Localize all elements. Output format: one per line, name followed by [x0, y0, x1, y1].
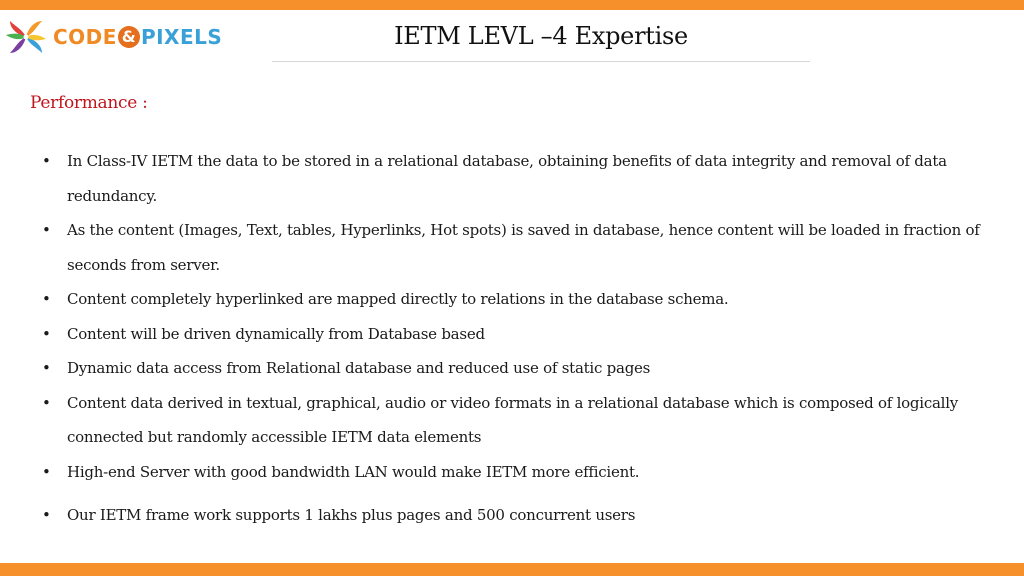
company-logo — [4, 15, 223, 59]
bullet-list — [40, 144, 1000, 533]
logo-ampersand: & — [118, 26, 140, 48]
bullet-item: • High-end Server with good bandwidth LAN would make IETM more efficient. — [40, 455, 1000, 490]
bullet-item: • In Class-IV IETM the data to be stored in a relational database, obtaining benefits of data integrity and removal of data redundancy. — [40, 144, 1000, 213]
bullet-item: • Dynamic data access from Relational database and reduced use of static pages — [40, 351, 1000, 386]
section-heading: Performance : — [30, 93, 148, 113]
title-divider — [272, 61, 810, 62]
bullet-item: • Content data derived in textual, graphical, audio or video formats in a relational database which is composed of logically connected but randomly accessible IETM data elements — [40, 386, 1000, 455]
bullet-item: • Content completely hyperlinked are mapped directly to relations in the database schema. — [40, 282, 1000, 317]
pinwheel-logo-icon — [4, 15, 48, 59]
logo-wordmark — [53, 25, 222, 49]
bottom-accent-bar — [0, 563, 1024, 576]
bullet-item: • As the content (Images, Text, tables, Hyperlinks, Hot spots) is saved in database, hence content will be loaded in fraction of seconds from server. — [40, 213, 1000, 282]
slide-title: IETM LEVL –4 Expertise — [394, 22, 688, 50]
logo-text-pixels: PIXELS — [140, 25, 223, 49]
logo-text-code: CODE — [53, 25, 117, 49]
top-accent-bar — [0, 0, 1024, 10]
bullet-item: • Content will be driven dynamically from Database based — [40, 317, 1000, 352]
bullet-item: • Our IETM frame work supports 1 lakhs plus pages and 500 concurrent users — [40, 498, 1000, 533]
